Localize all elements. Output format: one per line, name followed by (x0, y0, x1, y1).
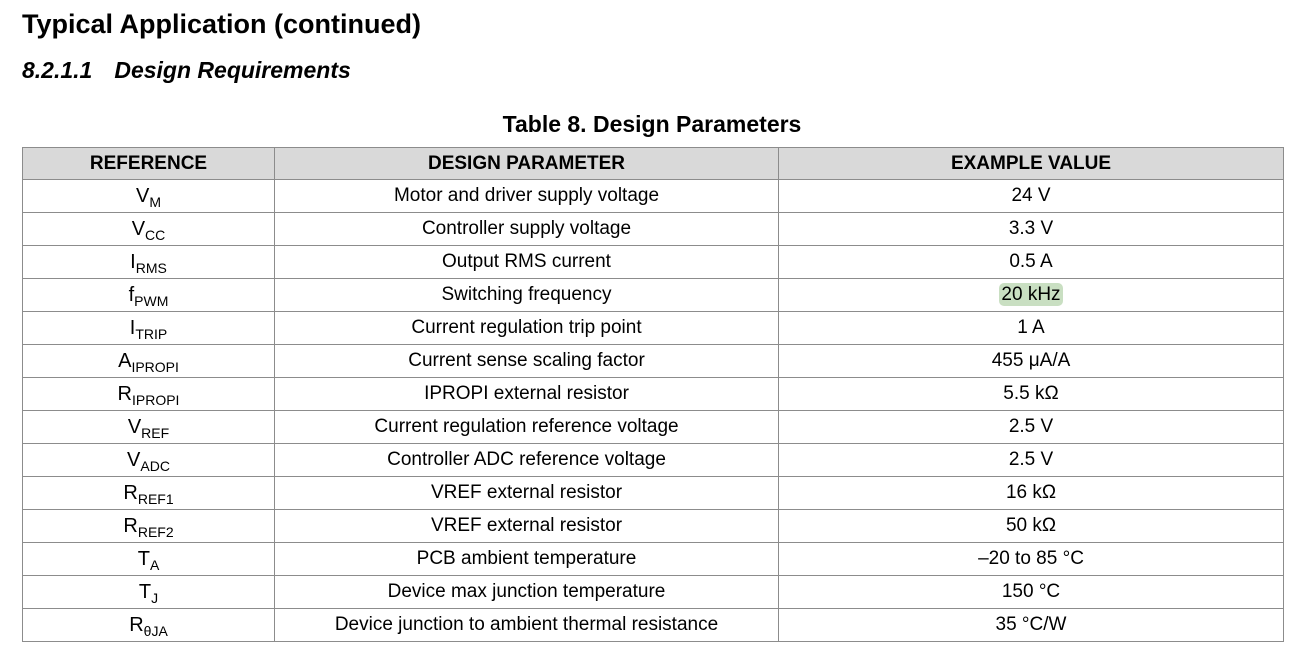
reference-cell (23, 609, 275, 642)
reference-symbol: V (135, 185, 150, 207)
design-parameters-table (22, 147, 1284, 642)
column-header-value: EXAMPLE VALUE (779, 148, 1284, 180)
reference-cell (23, 213, 275, 246)
table-row (23, 180, 1284, 213)
reference-symbol: R (117, 383, 132, 405)
parameter-cell: Device junction to ambient thermal resistance (275, 609, 779, 642)
reference-symbol: R (123, 515, 138, 537)
value-cell (779, 345, 1284, 378)
value-cell (779, 213, 1284, 246)
table-row (23, 213, 1284, 246)
value-cell (779, 609, 1284, 642)
table-caption: Table 8. Design Parameters (502, 111, 802, 137)
value-text: 2.5 V (1008, 416, 1054, 437)
parameter-cell: Current sense scaling factor (275, 345, 779, 378)
parameter-cell: Current regulation trip point (275, 312, 779, 345)
reference-cell (23, 477, 275, 510)
reference-subscript: J (151, 590, 159, 606)
reference-cell (23, 312, 275, 345)
table-row (23, 312, 1284, 345)
reference-symbol: I (129, 317, 136, 339)
table-row (23, 477, 1284, 510)
value-text: 150 °C (1001, 581, 1061, 602)
value-cell (779, 477, 1284, 510)
reference-cell (23, 444, 275, 477)
value-text: 20 kHz (1001, 284, 1061, 305)
reference-subscript: CC (145, 227, 166, 243)
reference-subscript: PWM (134, 293, 169, 309)
reference-subscript: RMS (135, 260, 167, 276)
reference-subscript: REF1 (137, 491, 174, 507)
column-header-reference: REFERENCE (23, 148, 275, 180)
parameter-cell: Controller supply voltage (275, 213, 779, 246)
value-cell (779, 378, 1284, 411)
reference-cell (23, 576, 275, 609)
reference-symbol: V (127, 416, 142, 438)
column-header-parameter: DESIGN PARAMETER (275, 148, 779, 180)
table-row (23, 543, 1284, 576)
reference-subscript: A (149, 557, 160, 573)
parameter-cell: PCB ambient temperature (275, 543, 779, 576)
parameter-cell: VREF external resistor (275, 477, 779, 510)
subsection-heading (22, 55, 351, 85)
reference-symbol: T (138, 581, 152, 603)
reference-symbol: V (127, 449, 141, 471)
reference-symbol: f (128, 284, 135, 306)
value-text: 3.3 V (1008, 218, 1054, 239)
table-row (23, 609, 1284, 642)
value-text: –20 to 85 °C (978, 548, 1084, 569)
subsection-number: 8.2.1.1 (22, 57, 93, 83)
table-row (23, 510, 1284, 543)
reference-subscript: M (149, 194, 161, 210)
table-header-row (23, 148, 1284, 180)
section-heading: Typical Application (continued) (22, 9, 422, 39)
value-text: 5.5 kΩ (1003, 383, 1059, 404)
value-text: 0.5 A (1009, 251, 1053, 272)
reference-cell (23, 510, 275, 543)
value-cell (779, 444, 1284, 477)
reference-cell (23, 279, 275, 312)
value-cell (779, 246, 1284, 279)
table-body (23, 180, 1284, 642)
parameter-cell: Device max junction temperature (275, 576, 779, 609)
reference-cell (23, 543, 275, 576)
reference-symbol: R (123, 482, 138, 504)
reference-subscript: θJA (143, 623, 168, 639)
reference-subscript: REF2 (137, 524, 174, 540)
table-row (23, 246, 1284, 279)
value-cell (779, 312, 1284, 345)
value-text: 24 V (1011, 185, 1051, 206)
reference-subscript: ADC (140, 458, 170, 474)
parameter-cell: Motor and driver supply voltage (275, 180, 779, 213)
reference-cell (23, 180, 275, 213)
reference-symbol: V (131, 218, 146, 240)
parameter-cell: Current regulation reference voltage (275, 411, 779, 444)
reference-cell (23, 345, 275, 378)
value-text: 35 °C/W (995, 614, 1067, 635)
reference-symbol: T (137, 548, 150, 570)
value-cell (779, 510, 1284, 543)
value-cell (779, 180, 1284, 213)
parameter-cell: VREF external resistor (275, 510, 779, 543)
value-cell (779, 411, 1284, 444)
value-cell (779, 543, 1284, 576)
table-row (23, 444, 1284, 477)
parameter-cell: Switching frequency (275, 279, 779, 312)
reference-subscript: IPROPI (131, 359, 179, 375)
subsection-title: Design Requirements (114, 57, 351, 83)
table-row (23, 411, 1284, 444)
parameter-cell: Output RMS current (275, 246, 779, 279)
value-text: 1 A (1017, 317, 1045, 338)
value-text: 2.5 V (1008, 449, 1054, 470)
parameter-cell: Controller ADC reference voltage (275, 444, 779, 477)
parameter-cell: IPROPI external resistor (275, 378, 779, 411)
value-cell (779, 279, 1284, 312)
table-row (23, 378, 1284, 411)
reference-cell (23, 411, 275, 444)
table-row (23, 279, 1284, 312)
table-row (23, 345, 1284, 378)
reference-symbol: R (129, 614, 144, 636)
table-row (23, 576, 1284, 609)
reference-cell (23, 378, 275, 411)
value-cell (779, 576, 1284, 609)
reference-subscript: IPROPI (131, 392, 180, 408)
value-text: 50 kΩ (1005, 515, 1057, 536)
reference-subscript: TRIP (135, 326, 168, 342)
reference-subscript: REF (141, 425, 170, 441)
value-text: 455 μA/A (991, 350, 1071, 371)
value-text: 16 kΩ (1005, 482, 1057, 503)
reference-cell (23, 246, 275, 279)
reference-symbol: A (118, 350, 132, 372)
reference-symbol: I (130, 251, 136, 273)
